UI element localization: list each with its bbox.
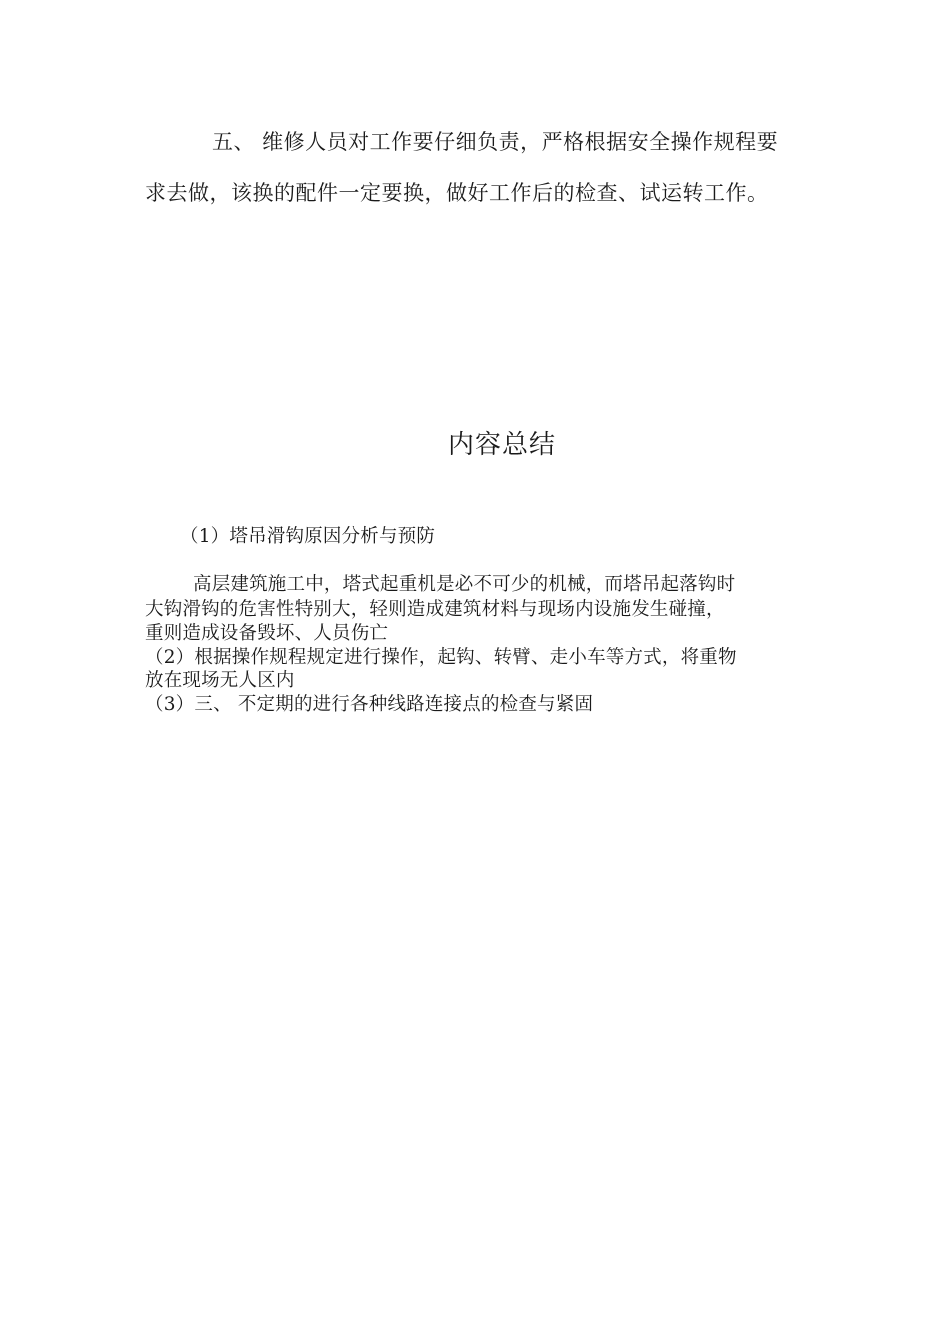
summary-title: 内容总结 bbox=[448, 430, 557, 460]
item-2-line-2: 放在现场无人区内 bbox=[145, 670, 295, 691]
paragraph-line-2: 大钩滑钩的危害性特别大，轻则造成建筑材料与现场内设施发生碰撞， bbox=[145, 599, 725, 620]
paragraph-line-3: 重则造成设备毁坏、人员伤亡 bbox=[145, 623, 389, 644]
intro-line-1: 五、 维修人员对工作要仔细负责，严格根据安全操作规程要 bbox=[212, 130, 779, 154]
item-3: （3）三、 不定期的进行各种线路连接点的检查与紧固 bbox=[145, 694, 594, 715]
paragraph-line-1: 高层建筑施工中，塔式起重机是必不可少的机械，而塔吊起落钩时 bbox=[193, 574, 736, 595]
intro-line-2: 求去做，该换的配件一定要换，做好工作后的检查、试运转工作。 bbox=[145, 181, 769, 205]
item-2-line-1: （2）根据操作规程规定进行操作，起钩、转臂、走小车等方式，将重物 bbox=[145, 647, 737, 668]
item-1-heading: （1）塔吊滑钩原因分析与预防 bbox=[180, 526, 436, 547]
